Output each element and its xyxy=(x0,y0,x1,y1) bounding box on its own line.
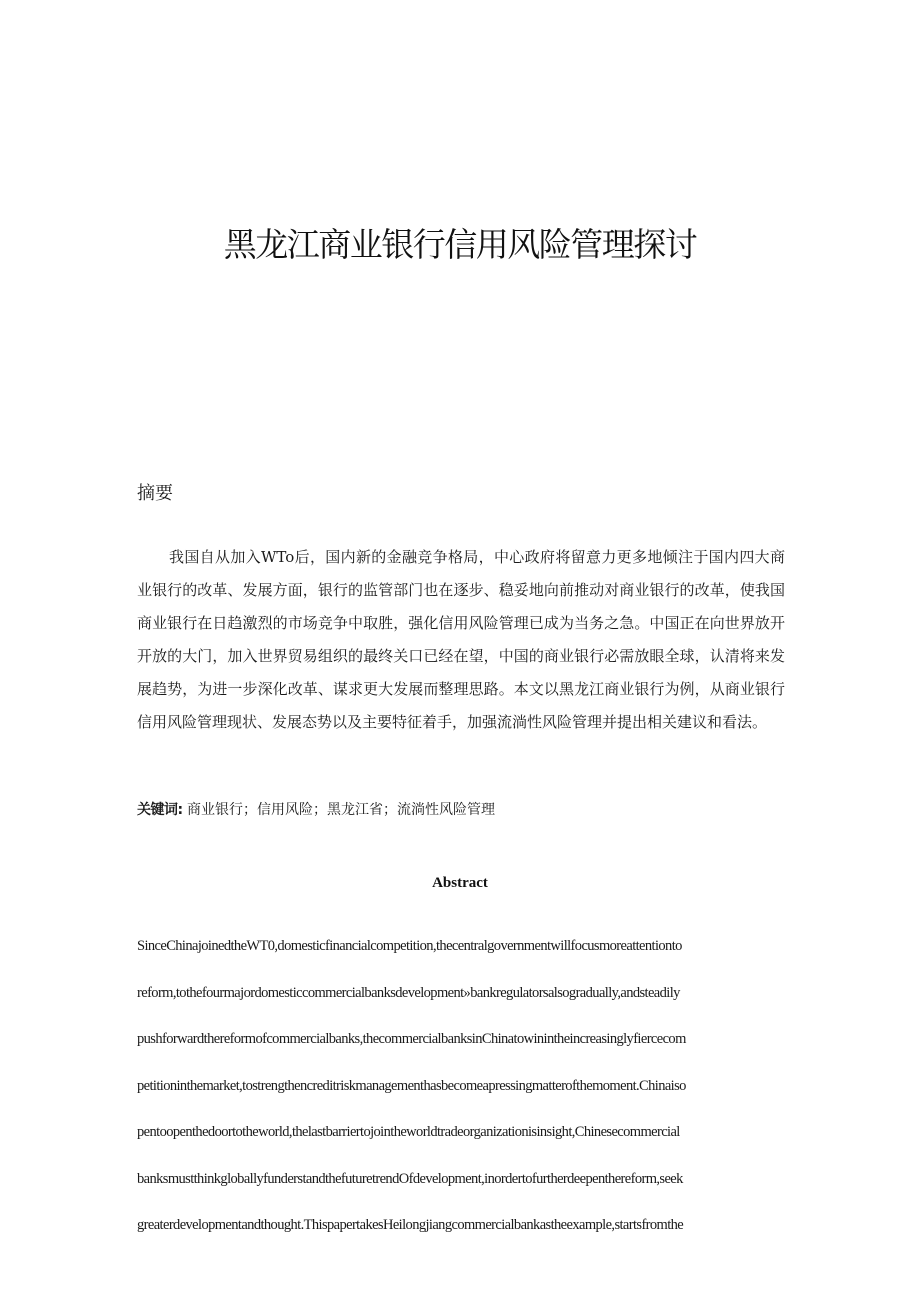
keywords-line xyxy=(137,797,495,823)
document-title: 黑龙江商业银行信用风险管理探讨 xyxy=(223,225,697,264)
abstract-english-line: petitioninthemarket,tostrengthencreditriskmanagementhasbecomeapressingmatterofthemoment.Chinaiso xyxy=(137,1077,686,1094)
keywords-label: 关键词: xyxy=(137,802,183,818)
abstract-english-line: pushforwardthereformofcommercialbanks,thecommercialbanksinChinatowinintheincreasinglyfiercecom xyxy=(137,1031,686,1047)
abstract-english-line: greaterdevelopmentandthought.ThispapertakesHeilongjiangcommercialbankastheexample,startsfromthe xyxy=(137,1217,684,1233)
keywords-value: 商业银行；信用风险；黑龙江省；流淌性风险管理 xyxy=(182,802,496,818)
abstract-body-chinese: 我国自从加入WTo后，国内新的金融竞争格局，中心政府将留意力更多地倾注于国内四大商业银行的改革、发展方面，银行的监管部门也在逐步、稳妥地向前推动对商业银行的改革，使我国商业银行在日趋激烈的市场竞争中取胜，强化信用风险管理已成为当务之急。中国正在向世界放开开放的大门，加入世界贸易组织的最终关口已经在望，中国的商业银行必需放眼全球，认清将来发展趋势，为进一步深化改革、谋求更大发展而整理思路。本文以黑龙江商业银行为例，从商业银行信用风险管理现状、发展态势以及主要特征着手，加强流淌性风险管理并提出相关建议和看法。 xyxy=(137,548,785,731)
abstract-english-line: SinceChinajoinedtheWT0,domesticfinancialcompetition,thecentralgovernmentwillfocusmoreattentionto xyxy=(137,938,682,954)
abstract-heading-english: Abstract xyxy=(432,875,488,891)
abstract-body-english xyxy=(137,932,785,1258)
abstract-heading-chinese: 摘要 xyxy=(137,483,173,504)
abstract-english-line: reform,tothefourmajordomesticcommercialbanksdevelopment»bankregulatorsalsogradually,andsteadily xyxy=(137,984,680,1001)
abstract-english-line: banksmustthinkgloballyfunderstandthefuturetrendOfdevelopment,inordertofurtherdeepenthereform,seek xyxy=(137,1170,683,1187)
abstract-english-line: pentoopenthedoortotheworld,thelastbarriertojointheworldtradeorganizationisinsight,Chinesecommercial xyxy=(137,1124,680,1140)
